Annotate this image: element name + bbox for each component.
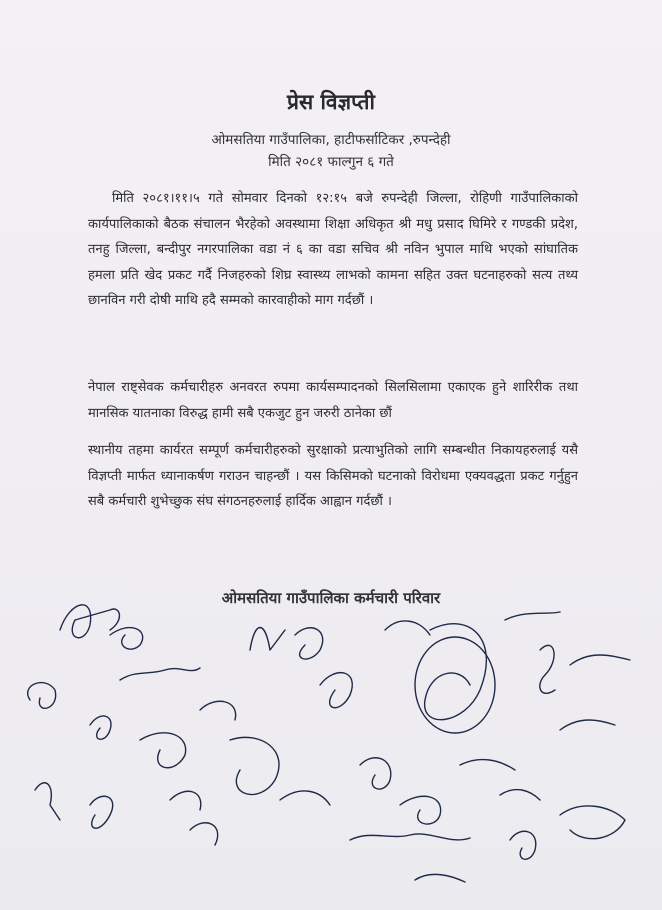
signature-26 — [350, 834, 470, 840]
signature-14 — [540, 645, 555, 693]
paragraph-1: मिति २०८१।११।५ गते सोमवार दिनको १२:१५ बजे रुपन्देही जिल्ला, रोहिणी गाउँपालिकाको कार्यपालिकाको बैठक संचालन भैरहेको अवस्थामा शिक्षा अधिकृत श्री मधु प्रसाद घिमिरे र गण्डकी प्रदेश, तनहु जिल्ला, बन्दीपुर नगरपालिका वडा नं ६ का वडा सचिव श्री नविन भुपाल माथि भएको सांघातिक हमला प्रति खेद प्रकट गर्दै निजहरुको शिघ्र स्वास्थ्य लाभको कामना सहित उक्त घटनाहरुको सत्य तथ्य छानविन गरी दोषी माथि हदै सम्मको कारवाहीको माग गर्दछौं । — [88, 191, 578, 308]
signature-1 — [60, 605, 119, 638]
signature-22 — [360, 758, 391, 789]
signature-27 — [510, 831, 536, 859]
signature-23 — [400, 796, 441, 824]
signature-28 — [560, 806, 625, 839]
organization-line: ओमसतिया गाउँपालिका, हाटीफर्साटिकर ,रुपन्देही — [211, 132, 451, 148]
signature-2 — [110, 628, 143, 650]
signature-24 — [460, 760, 515, 770]
signature-15 — [570, 655, 630, 665]
signature-30 — [190, 823, 218, 845]
document-title: प्रेस विज्ञप्ती — [287, 90, 375, 114]
signatory-line: ओमसतिया गाउँपालिका कर्मचारी परिवार — [221, 589, 441, 607]
signature-20 — [230, 737, 279, 794]
signature-18 — [90, 796, 113, 828]
date-line: मिति २०८१ फाल्गुन ६ गते — [268, 154, 394, 170]
paragraph-2: नेपाल राष्ट्सेवक कर्मचारीहरु अनवरत रुपमा कार्यसम्पादनको सिलसिलामा एकाएक हुने शारिरीक तथा मानसिक यातनाका विरुद्ध हामी सबै एकजुट हुन जरुरी ठानेका छौं — [88, 380, 578, 421]
signature-29 — [415, 874, 465, 882]
signature-3 — [120, 668, 200, 680]
signature-loop — [415, 637, 495, 733]
handwritten-signatures — [0, 590, 662, 910]
signature-7 — [200, 701, 236, 720]
signature-9 — [295, 628, 323, 659]
signature-21 — [280, 791, 330, 805]
signature-6 — [140, 733, 186, 768]
signature-10 — [320, 673, 352, 708]
signature-13 — [505, 612, 560, 620]
signature-4 — [28, 683, 56, 709]
signature-25 — [500, 790, 540, 800]
signature-11 — [385, 621, 430, 635]
signature-17 — [35, 783, 60, 820]
signature-5 — [90, 716, 111, 739]
signature-8 — [250, 628, 285, 651]
signature-16 — [560, 720, 615, 730]
signature-19 — [170, 791, 201, 810]
paragraph-3: स्थानीय तहमा कार्यरत सम्पूर्ण कर्मचारीहरुको सुरक्षाको प्रत्याभुतिको लागि सम्बन्धीत निकायहरुलाई यसै विज्ञप्ती मार्फत ध्यानाकर्षण गराउन चाहन्छौं । यस किसिमको घटनाको विरोधमा एक्यवद्धता प्रकट गर्नुहुन सबै कर्मचारी शुभेच्छुक संघ संगठनहरुलाई हार्दिक आह्वान गर्दछौं । — [88, 443, 578, 509]
signature-12 — [425, 624, 487, 720]
